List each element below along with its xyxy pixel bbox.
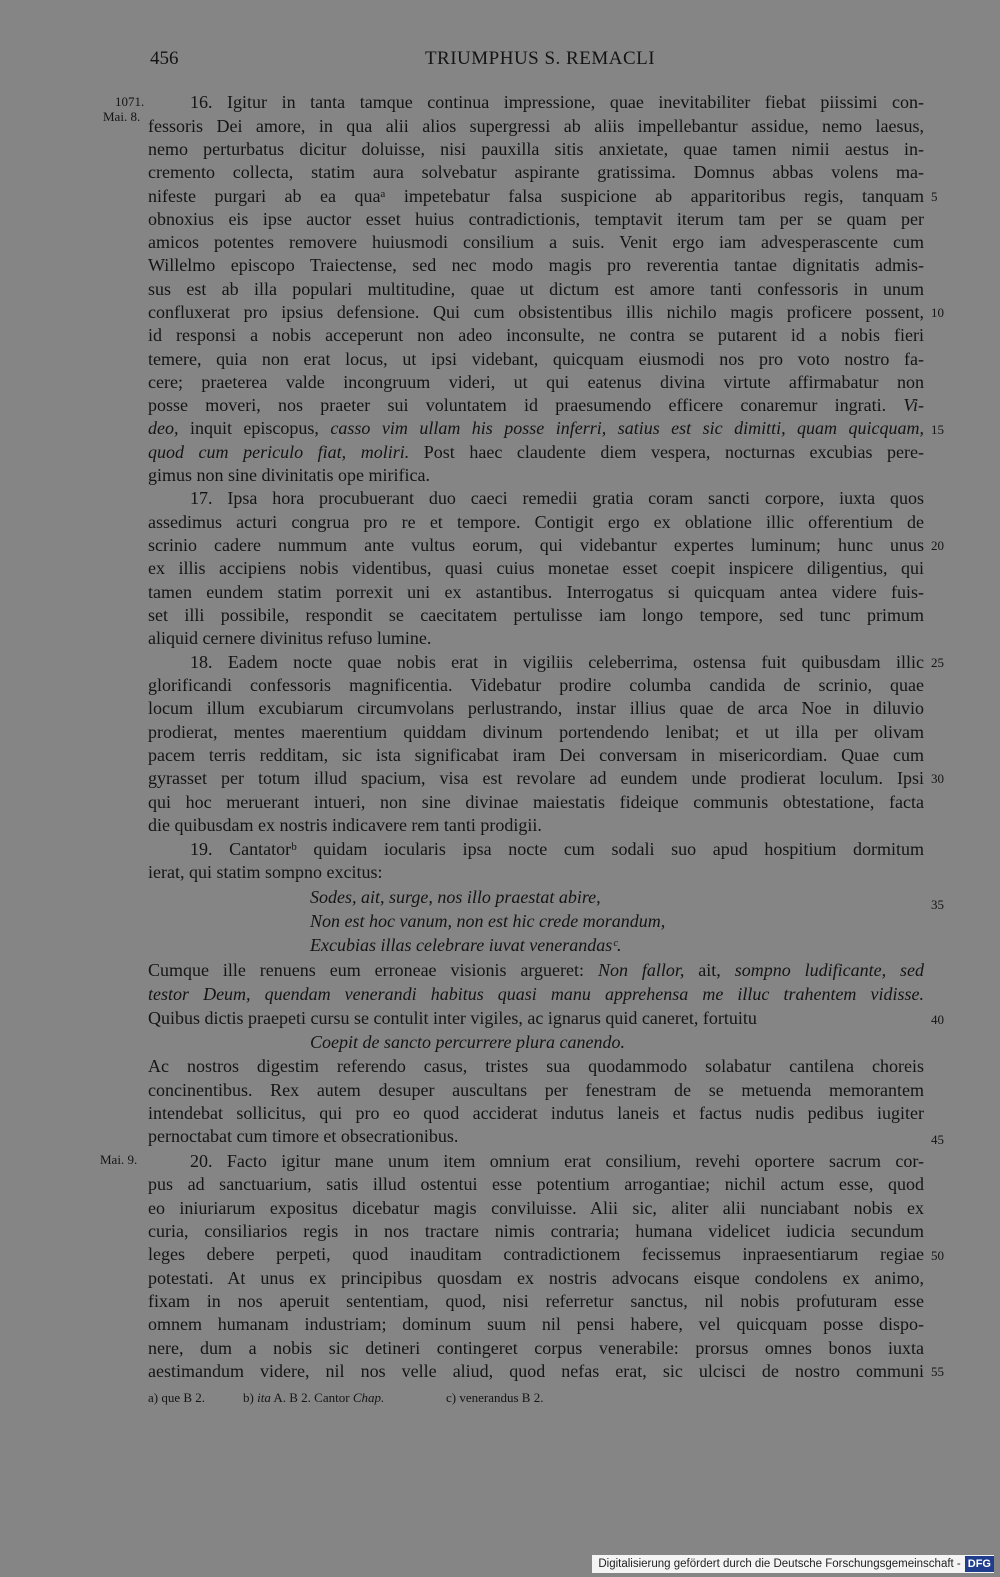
text-line: pernoctabat cum timore et obsecrationibus.: [148, 1126, 459, 1146]
text-line: cere; praeterea valde incongruum videri, ut qui eatenus divina virtute affirmabatur non: [148, 372, 924, 392]
line-number: 5: [931, 189, 938, 204]
text-line: posse moveri, nos praeter sui voluntatem id praesumendo efficere conaremur ingrati. Vi-: [148, 395, 924, 415]
text-line: aestimandum videre, nil nos velle aliud, quod nefas erat, sic ulcisci de nostro communi: [148, 1361, 924, 1381]
text-line: temere, quia non erat locus, ut ipsi videbant, quicquam eiusmodi nos pro voto nostro fa-: [148, 349, 924, 369]
text-line: testor Deum, quendam venerandi habitus quasi manu apprehensa me illuc trahentem vidisse.: [148, 984, 924, 1004]
line-number: 55: [931, 1364, 944, 1379]
text-line: gimus non sine divinitatis ope mirifica.: [148, 465, 430, 485]
text-line: eo iniuriarum expositus dicebatur magis conviluisse. Alii sic, aliter alii nunciabant nobis ex: [148, 1198, 924, 1218]
line-number: 10: [931, 305, 944, 320]
text-line: sus est ab illa populari multitudine, quae ut dictum est amore tanti confessoris in unum: [148, 279, 924, 299]
text-line: nere, dum a nobis sic detineri contingeret corpus venerabile: prorsus omnes bonos iuxta: [148, 1338, 924, 1358]
funding-banner[interactable]: [592, 1555, 994, 1573]
text-line: Ac nostros digestim referendo casus, tristes sua quodammodo solabatur cantilena choreis: [148, 1056, 924, 1076]
line-number: 30: [931, 771, 944, 786]
text-line: 20. Facto igitur mane unum item omnium erat consilium, revehi oportere sacrum cor-: [190, 1151, 924, 1171]
text-line: aliquid cernere divinitus refuso lumine.: [148, 628, 432, 648]
text-line: locum illum excubiarum circumvolans perlustrando, instar illius quae de arca Noe in diluvio: [148, 698, 924, 718]
text-line: confluxerat pro ipsius defensione. Qui cum obsistentibus illis nichilo magis proficere possent,: [148, 302, 924, 322]
text-line: scrinio cadere nummum ante vultus eorum, qui videbantur expertes luminum; hunc unus: [148, 535, 924, 555]
text-line: 19. Cantatorᵇ quidam iocularis ipsa nocte cum sodali suo apud hospitium dormitum: [190, 839, 924, 859]
text-line: nemo perturbatus dicitur doluisse, nisi pauxilla sitis anxietate, quae tamen nimii aestus in-: [148, 139, 924, 159]
text-line: qui hoc meruerant intueri, non sine divinae maiestatis fideique communis obtestatione, facta: [148, 792, 924, 812]
text-line: quod cum periculo fiat, moliri. Post haec claudente diem vespera, nocturnas excubias pere-: [148, 442, 925, 462]
text-line: ex illis accipiens nobis videntibus, quasi cuius monetae esset coepit inspicere diligentius, qui: [148, 558, 924, 578]
text-line: omnem humanam industriam; dominum suum nil pensi habere, vel quicquam posse dispo-: [148, 1314, 924, 1334]
line-number: 20: [931, 538, 944, 553]
text-line: fessoris Dei amore, in qua alii alios supergressi ab aliis impellebantur assidue, nemo laesus,: [148, 116, 924, 136]
text-line: glorificandi confessoris magnificentia. Videbatur prodire columba candida de scrinio, quae: [148, 675, 924, 695]
text-line: potestati. At unus ex principibus quosdam ex nostris advocans eisque condolens ex animo,: [148, 1268, 924, 1288]
verse-line: Excubias illas celebrare iuvat venerandasᶜ.: [310, 935, 622, 955]
dfg-logo: DFG: [965, 1556, 994, 1572]
text-line: 17. Ipsa hora procubuerant duo caeci remedii gratia coram sancti corpore, iuxta quos: [190, 488, 924, 508]
line-number: 25: [931, 655, 944, 670]
text-line: die quibusdam ex nostris indicavere rem tanti prodigii.: [148, 815, 542, 835]
text-line: cremento collecta, statim aura solvebatur aspirante gratissima. Domnus abbas volens ma-: [148, 162, 924, 182]
footnote-a: a) que B 2.: [148, 1390, 206, 1405]
funding-text: Digitalisierung gefördert durch die Deutsche Forschungsgemeinschaft -: [598, 1558, 961, 1570]
text-line: Cumque ille renuens eum erroneae visionis argueret: Non fallor, ait, sompno ludificante, sed: [148, 960, 925, 980]
running-title: TRIUMPHUS S. REMACLI: [424, 48, 656, 69]
text-line: amicos potentes removere huiusmodi consilium a suis. Venit ergo iam advesperascente cum: [148, 232, 924, 252]
text-line: obnoxius eis ipse auctor esset huius contradictionis, temptavit iterum tam per se quam per: [148, 209, 924, 229]
text-line: ierat, qui statim sompno excitus:: [148, 862, 383, 882]
text-line: nifeste purgari ab ea quaᵃ impetebatur falsa suspicione ab apparitoribus regis, tanquam: [148, 186, 924, 206]
text-line: assedimus acturi congrua pro re et tempore. Contigit ergo ex oblatione illic offerentium de: [148, 512, 924, 532]
text-line: prodierat, mentes maerentium quiddam divinum portendendo lenibat; et ut illa per olivam: [148, 722, 924, 742]
text-line: concinentibus. Rex autem desuper auscultans per fenestram de se metuenda memorantem: [148, 1080, 924, 1100]
margin-date-may-8: Mai. 8.: [103, 109, 141, 124]
text-line: pacem terris redditam, sic ista significabat iram Dei conversam in misericordiam. Quae cum: [148, 745, 924, 765]
footnote-b: b) ita A. B 2. Cantor Chap.: [243, 1390, 385, 1405]
text-line: intendebat sollicitus, qui pro eo quod acciderat indutus laneis et factus nudis pedibus iugiter: [148, 1103, 924, 1123]
margin-date-may-9: Mai. 9.: [100, 1152, 138, 1167]
text-line: Quibus dictis praepeti cursu se contulit inter vigiles, ac ignarus quid caneret, fortuitu: [148, 1008, 757, 1028]
text-line: set illi possibile, respondit se caecitatem pertulisse iam longo tempore, sed tunc primum: [148, 605, 924, 625]
margin-year: 1071.: [115, 94, 145, 109]
text-line: pus ad sanctuarium, satis illud ostentui esse potentium arrogantiae; nichil actum esse, quod: [148, 1174, 924, 1194]
text-line: curia, consiliarios regis in nos tractare nimis contraria; humana videlicet iudicia secundum: [148, 1221, 924, 1241]
verse-line: Sodes, ait, surge, nos illo praestat abire,: [310, 887, 601, 907]
verse-line: Coepit de sancto percurrere plura canendo.: [310, 1032, 625, 1052]
text-line: 16. Igitur in tanta tamque continua impressione, quae inevitabiliter fiebat piissimi con-: [190, 92, 924, 112]
text-line: Willelmo episcopo Traiectense, sed nec modo magis pro reverentia tantae dignitatis admis-: [148, 255, 924, 275]
line-number: 45: [931, 1132, 944, 1147]
text-line: 18. Eadem nocte quae nobis erat in vigiliis celeberrima, ostensa fuit quibusdam illic: [190, 652, 924, 672]
text-line: leges debere perpeti, quod inauditam contradictionem fecissemus inpraesentiarum regiae: [148, 1244, 924, 1264]
footnote-c: c) venerandus B 2.: [446, 1390, 544, 1405]
text-line: gyrasset per totum illud spacium, visa est revolare ad eundem unde prodierat loculum. Ipsi: [148, 768, 924, 788]
text-line: deo, inquit episcopus, casso vim ullam his posse inferri, satius est sic dimitti, quam quicquam,: [148, 418, 925, 438]
line-number: 40: [931, 1012, 944, 1027]
text-line: fixam in nos aperuit sententiam, quod, nisi referretur sanctus, nil nobis profuturam esse: [148, 1291, 924, 1311]
line-number: 35: [931, 897, 944, 912]
text-line: id responsi a nobis acceperunt non adeo inconsulte, ne contra se putarent id a nobis fieri: [148, 325, 924, 345]
text-line: tamen eundem statim porrexit uni ex astantibus. Interrogatus si quicquam antea videre fuis-: [148, 582, 924, 602]
page-number: 456: [150, 48, 179, 69]
verse-line: Non est hoc vanum, non est hic crede morandum,: [310, 911, 666, 931]
line-number: 50: [931, 1248, 944, 1263]
line-number: 15: [931, 422, 944, 437]
